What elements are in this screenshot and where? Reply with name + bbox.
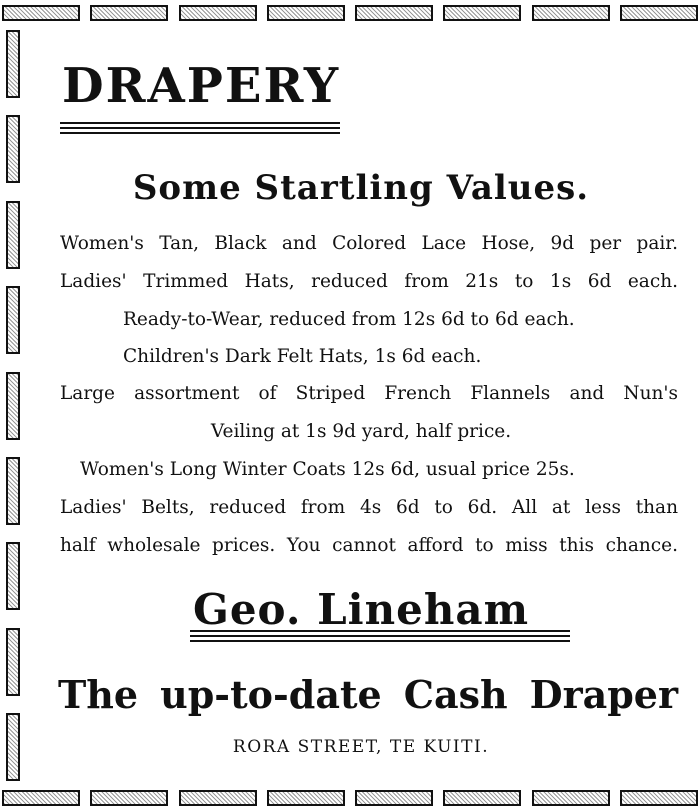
border-segment xyxy=(532,5,610,21)
border-segment xyxy=(6,30,20,98)
price-item-lace-hose: Women's Tan, Black and Colored Lace Hose, 9d per pair. xyxy=(60,233,678,254)
border-segment xyxy=(6,542,20,610)
decorative-border-left xyxy=(3,30,23,781)
border-segment xyxy=(267,5,345,21)
ad-subheading: Some Startling Values. xyxy=(132,168,590,208)
price-item-veiling: Veiling at 1s 9d yard, half price. xyxy=(210,421,512,442)
border-segment xyxy=(6,286,20,354)
border-segment xyxy=(2,790,80,806)
advertisement-body xyxy=(30,30,692,781)
price-item-trimmed-hats: Ladies' Trimmed Hats, reduced from 21s to 1s 6d each. xyxy=(60,271,678,292)
merchant-name: Geo. Lineham xyxy=(192,585,530,634)
border-segment xyxy=(179,5,257,21)
border-segment xyxy=(355,5,433,21)
merchant-tagline: The up-to-date Cash Draper xyxy=(58,672,678,717)
ad-heading: DRAPERY xyxy=(62,58,341,114)
price-item-winter-coats: Women's Long Winter Coats 12s 6d, usual price 25s. xyxy=(80,459,575,480)
decorative-border-bottom xyxy=(0,785,700,811)
border-segment xyxy=(6,628,20,696)
border-segment xyxy=(2,5,80,21)
border-segment xyxy=(179,790,257,806)
merchant-address: RORA STREET, TE KUITI. xyxy=(232,737,490,757)
border-segment xyxy=(620,5,698,21)
border-segment xyxy=(443,790,521,806)
border-segment xyxy=(90,790,168,806)
price-item-ready-to-wear: Ready-to-Wear, reduced from 12s 6d to 6d each. xyxy=(123,309,575,330)
price-item-belts: Ladies' Belts, reduced from 4s 6d to 6d. All at less than xyxy=(60,497,678,518)
border-segment xyxy=(620,790,698,806)
border-segment xyxy=(6,457,20,525)
price-item-felt-hats: Children's Dark Felt Hats, 1s 6d each. xyxy=(123,346,482,367)
border-segment xyxy=(443,5,521,21)
name-underline xyxy=(190,630,570,645)
decorative-border-top xyxy=(0,0,700,26)
border-segment xyxy=(355,790,433,806)
border-segment xyxy=(6,115,20,183)
border-segment xyxy=(6,201,20,269)
border-segment xyxy=(267,790,345,806)
heading-underline xyxy=(60,122,340,137)
border-segment xyxy=(532,790,610,806)
border-segment xyxy=(6,713,20,781)
closing-line: half wholesale prices. You cannot afford to miss this chance. xyxy=(60,535,678,556)
border-segment xyxy=(6,372,20,440)
border-segment xyxy=(90,5,168,21)
price-item-flannels: Large assortment of Striped French Flannels and Nun's xyxy=(60,383,678,404)
